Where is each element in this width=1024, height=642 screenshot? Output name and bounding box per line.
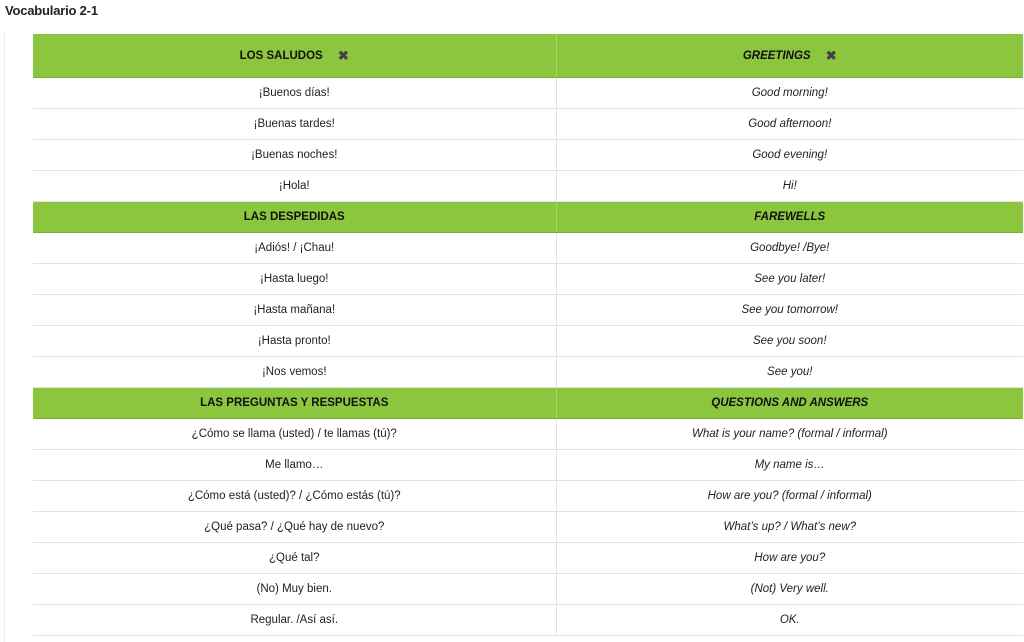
table-row bbox=[33, 109, 1023, 140]
spanish-phrase-cell: Regular. /Así así. bbox=[33, 605, 556, 636]
section-header-row bbox=[33, 202, 1023, 233]
spanish-phrase-cell: ¡Adiós! / ¡Chau! bbox=[33, 233, 556, 264]
spanish-phrase-cell: ¡Buenas tardes! bbox=[33, 109, 556, 140]
english-translation-cell: My name is… bbox=[556, 450, 1023, 481]
section-title-spanish: LAS PREGUNTAS Y RESPUESTAS bbox=[33, 388, 556, 419]
english-translation-cell: How are you? bbox=[556, 543, 1023, 574]
spanish-phrase-cell: Me llamo… bbox=[33, 450, 556, 481]
english-translation-cell: OK. bbox=[556, 605, 1023, 636]
spanish-phrase-cell: ¡Buenos días! bbox=[33, 78, 556, 109]
spanish-phrase-cell: ¿Cómo está (usted)? / ¿Cómo estás (tú)? bbox=[33, 481, 556, 512]
vocabulary-table bbox=[33, 34, 1023, 636]
english-translation-cell: See you! bbox=[556, 357, 1023, 388]
english-translation-cell: See you later! bbox=[556, 264, 1023, 295]
table-row bbox=[33, 140, 1023, 171]
spanish-phrase-cell: ¿Qué tal? bbox=[33, 543, 556, 574]
english-translation-cell: (Not) Very well. bbox=[556, 574, 1023, 605]
section-title-spanish: LAS DESPEDIDAS bbox=[33, 202, 556, 233]
spanish-column-header-label: LOS SALUDOS bbox=[239, 49, 323, 62]
table-row bbox=[33, 574, 1023, 605]
remove-sort-x-icon[interactable]: ✖ bbox=[337, 47, 349, 63]
remove-sort-x-icon[interactable]: ✖ bbox=[825, 47, 837, 63]
english-translation-cell: How are you? (formal / informal) bbox=[556, 481, 1023, 512]
english-translation-cell: Good evening! bbox=[556, 140, 1023, 171]
table-row bbox=[33, 605, 1023, 636]
table-row bbox=[33, 78, 1023, 109]
table-row bbox=[33, 419, 1023, 450]
table-row bbox=[33, 512, 1023, 543]
spanish-phrase-cell: ¿Qué pasa? / ¿Qué hay de nuevo? bbox=[33, 512, 556, 543]
spanish-phrase-cell: ¡Hasta mañana! bbox=[33, 295, 556, 326]
table-row bbox=[33, 481, 1023, 512]
table-header-row bbox=[33, 34, 1023, 78]
table-row bbox=[33, 357, 1023, 388]
english-translation-cell: Goodbye! /Bye! bbox=[556, 233, 1023, 264]
table-row bbox=[33, 264, 1023, 295]
english-translation-cell: See you soon! bbox=[556, 326, 1023, 357]
page-title: Vocabulario 2-1 bbox=[5, 3, 98, 18]
table-row bbox=[33, 543, 1023, 574]
english-translation-cell: What is your name? (formal / informal) bbox=[556, 419, 1023, 450]
spanish-phrase-cell: ¡Nos vemos! bbox=[33, 357, 556, 388]
english-translation-cell: See you tomorrow! bbox=[556, 295, 1023, 326]
english-column-header[interactable] bbox=[556, 34, 1023, 78]
spanish-phrase-cell: ¡Hola! bbox=[33, 171, 556, 202]
spanish-phrase-cell: ¿Cómo se llama (usted) / te llamas (tú)? bbox=[33, 419, 556, 450]
left-divider bbox=[4, 33, 5, 642]
table-row bbox=[33, 326, 1023, 357]
section-title-english: FAREWELLS bbox=[556, 202, 1023, 233]
table-row bbox=[33, 450, 1023, 481]
english-translation-cell: Hi! bbox=[556, 171, 1023, 202]
table-row bbox=[33, 233, 1023, 264]
table-row bbox=[33, 171, 1023, 202]
section-title-english: QUESTIONS AND ANSWERS bbox=[556, 388, 1023, 419]
section-header-row bbox=[33, 388, 1023, 419]
table-row bbox=[33, 295, 1023, 326]
english-translation-cell: Good morning! bbox=[556, 78, 1023, 109]
spanish-phrase-cell: ¡Hasta pronto! bbox=[33, 326, 556, 357]
spanish-phrase-cell: ¡Buenas noches! bbox=[33, 140, 556, 171]
vocabulary-table-body bbox=[33, 34, 1023, 636]
english-translation-cell: What’s up? / What’s new? bbox=[556, 512, 1023, 543]
spanish-phrase-cell: ¡Hasta luego! bbox=[33, 264, 556, 295]
spanish-phrase-cell: (No) Muy bien. bbox=[33, 574, 556, 605]
english-translation-cell: Good afternoon! bbox=[556, 109, 1023, 140]
english-column-header-label: GREETINGS bbox=[742, 49, 811, 62]
spanish-column-header[interactable] bbox=[33, 34, 556, 78]
